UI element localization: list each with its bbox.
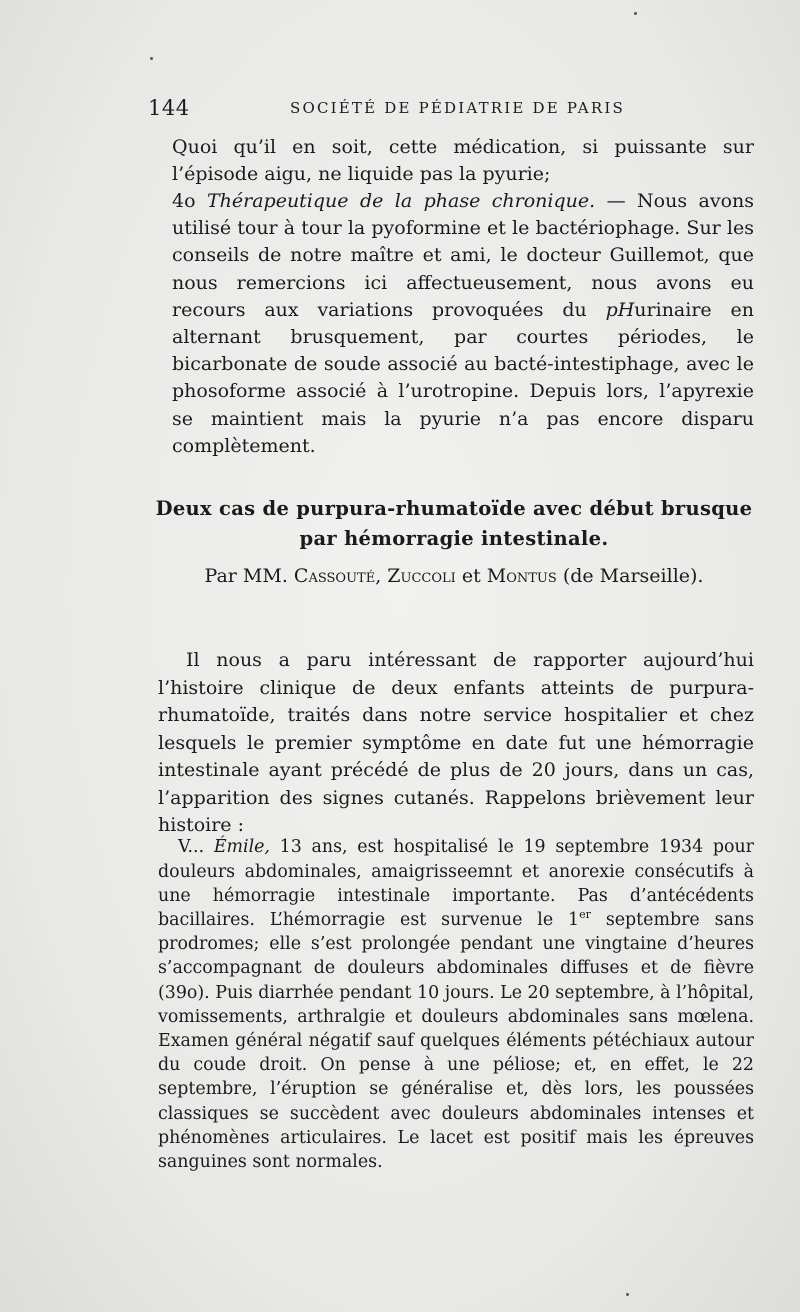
ph-term: pH	[605, 298, 635, 321]
case-paragraph	[158, 835, 754, 1174]
case-patient: V...	[178, 837, 214, 858]
author-name: Montus	[486, 565, 557, 587]
therapy-paragraph	[172, 188, 754, 460]
ink-speck	[634, 12, 637, 15]
article-title	[150, 494, 758, 554]
byline-separator: et	[455, 565, 487, 587]
title-line-1: Deux cas de purpura-rhumatoïde avec début brusque	[155, 497, 753, 520]
author-name: Cassouté	[293, 565, 376, 587]
paragraph-text: Quoi qu’il en soit, cette médication, si puissante sur l’épisode aigu, ne liquide pas la pyurie;	[172, 136, 754, 186]
page-number: 144	[148, 96, 190, 120]
continuation-paragraph	[172, 134, 754, 188]
byline-suffix: (de Marseille).	[556, 565, 704, 587]
author-name: Zuccoli	[387, 565, 456, 587]
running-title: SOCIÉTÉ DE PÉDIATRIE DE PARIS	[290, 99, 625, 117]
intro-paragraph: Il nous a paru intéressant de rapporter aujourd’hui l’histoire clinique de deux enfants atteints de purpura-rhumatoïde, traités dans notre service hospitalier et chez lesquels le premier symptôme en date fut une hémorragie intestinale ayant précédé de plus de 20 jours, dans un cas, l’apparition des signes cutanés. Rappelons brièvement leur histoire :	[158, 649, 754, 836]
ink-speck	[626, 1293, 629, 1296]
byline-prefix: Par MM.	[204, 565, 294, 587]
ink-speck	[150, 57, 153, 60]
case-name: Émile,	[213, 837, 270, 858]
section-number: 4o	[172, 190, 196, 212]
case-text-a: 13 ans, est hospitalisé le 19 septembre 1934 pour douleurs abdominales, amaigrisseemnt et anorexie consécutifs à une hémorragie intestinale importante. Pas d’antécédents bacillaires. L’hémorragie est survenue le 1	[158, 837, 754, 930]
page-header	[148, 96, 758, 126]
section-heading: Thérapeutique de la phase chronique.	[206, 190, 596, 212]
paragraph-text-a: — Nous avons utilisé tour à tour la pyoformine et le bactériophage. Sur les conseils de notre maître et ami, le docteur Guillemot, que nous remercions ici affectueusement, nous avons eu recours aux variations provoquées du	[172, 190, 754, 321]
title-line-2: par hémorragie intestinale.	[299, 527, 609, 550]
byline-separator: ,	[375, 565, 388, 587]
paragraph-body	[172, 188, 754, 460]
case-text-b: septembre sans prodromes; elle s’est prolongée pendant une vingtaine d’heures s’accompagnant de douleurs abdominales diffuses et de fièvre (39o). Puis diarrhée pendant 10 jours. Le 20 septembre, à l’hôpital, vomissements, arthralgie et douleurs abdominales sans mœlena. Examen général négatif sauf quelques éléments pétéchiaux autour du coude droit. On pense à une péliose; et, en effet, le 22 septembre, l’éruption se généralise et, dès lors, les poussées classiques se succèdent avec douleurs abdominales intenses et phénomènes articulaires. Le lacet est positif mais les épreuves sanguines sont normales.	[158, 910, 754, 1173]
paragraph-text-b: urinaire en alternant brusquement, par courtes périodes, le bicarbonate de soude associé au bacté-intestiphage, avec le phosoforme associé à l’urotropine. Depuis lors, l’apyrexie se maintient mais la pyurie n’a pas encore disparu complètement.	[172, 298, 754, 457]
ordinal-superscript: er	[579, 908, 591, 922]
author-byline	[150, 565, 758, 587]
